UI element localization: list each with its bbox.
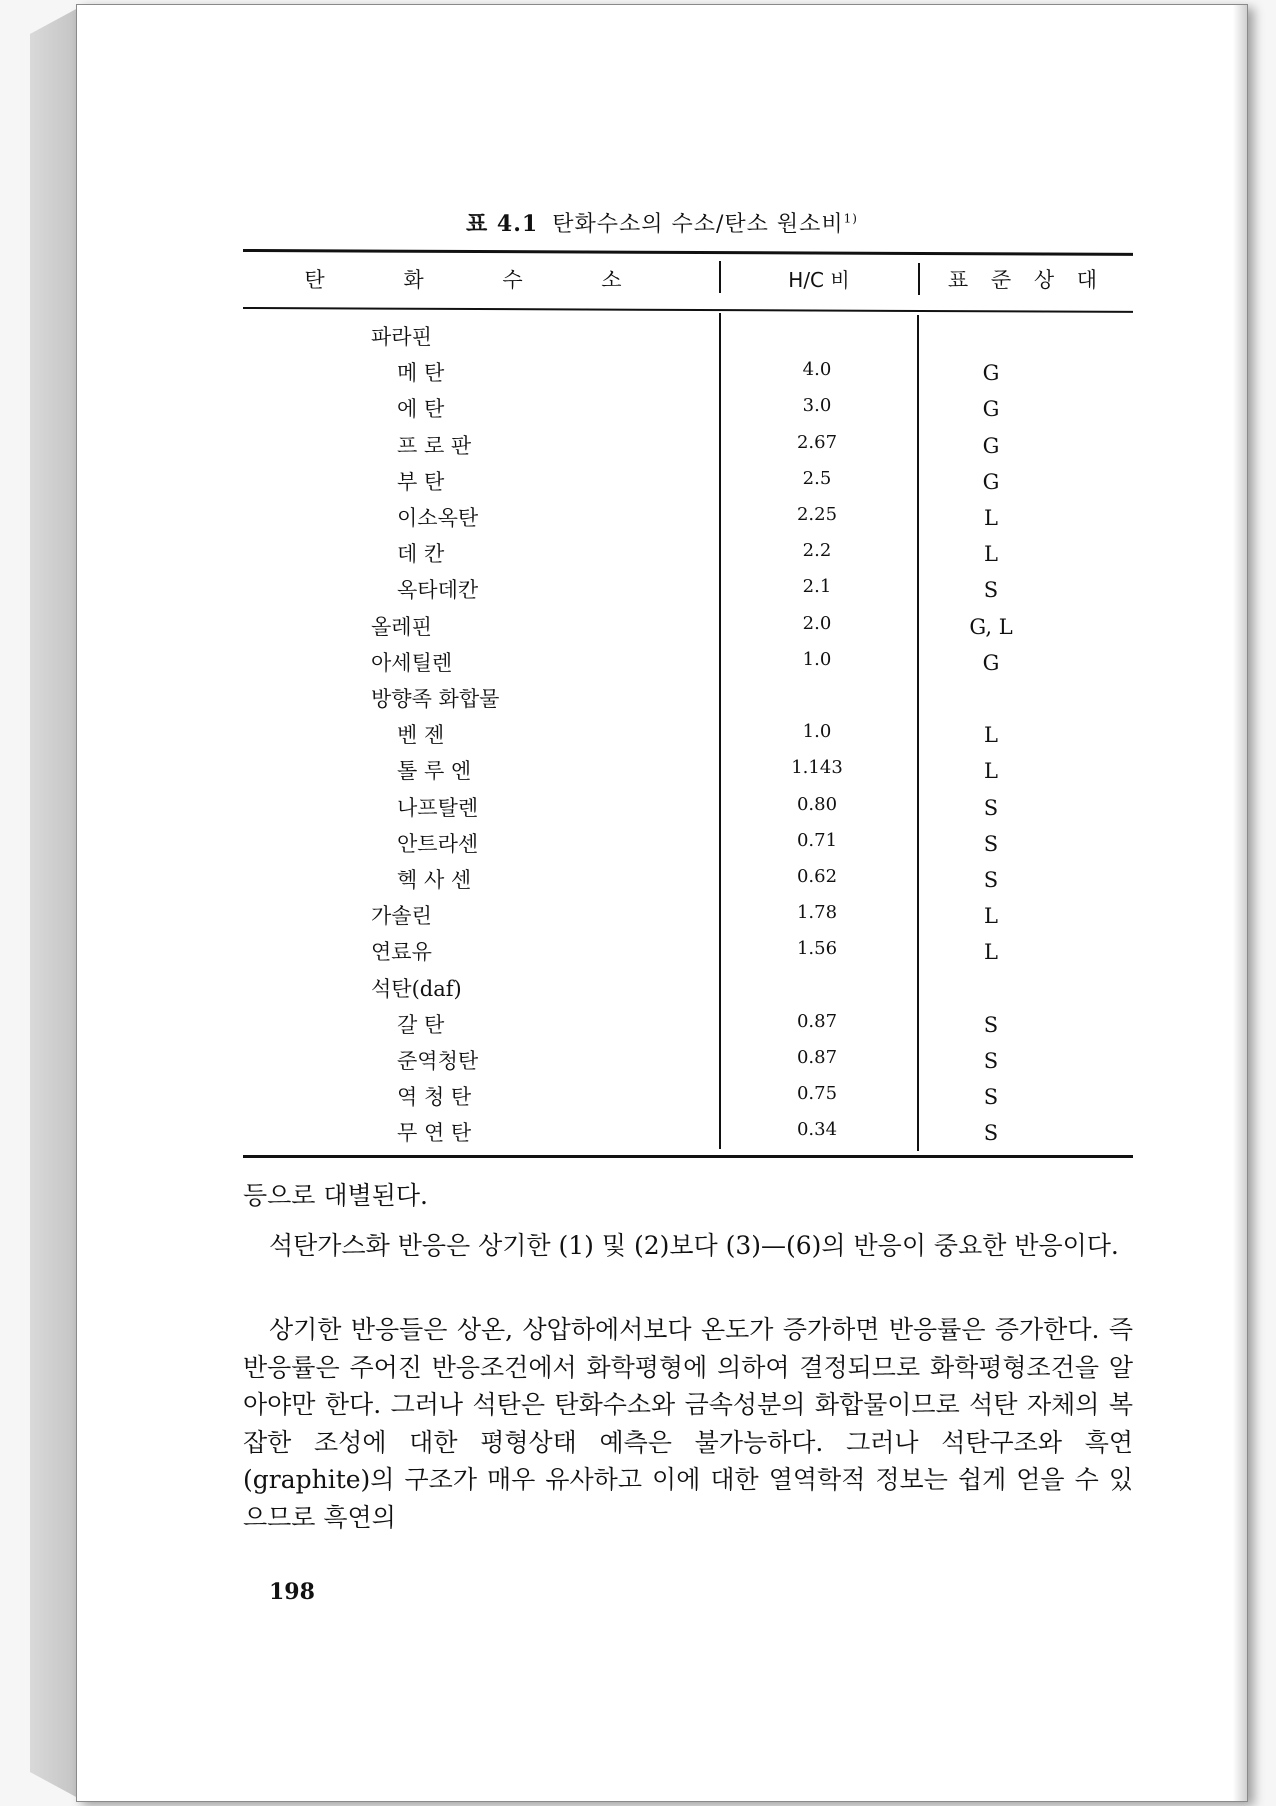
standard-state-cell: G [982, 397, 1000, 422]
table-row [243, 430, 1133, 466]
standard-state-cell: L [984, 542, 998, 567]
hydrocarbon-name-cell: 파라핀 [371, 325, 432, 349]
hc-ratio-cell: 2.1 [802, 576, 832, 598]
hydrocarbon-name-cell: 올레핀 [371, 614, 432, 639]
standard-state-cell: S [983, 578, 999, 603]
hydrocarbon-name-cell: 가솔린 [371, 904, 432, 929]
hydrocarbon-name-cell: 헥 사 센 [397, 868, 472, 892]
table-row [243, 936, 1133, 972]
hc-ratio-cell: 2.25 [796, 504, 838, 525]
table-row [243, 574, 1133, 610]
table-caption [77, 207, 1247, 238]
table-row [243, 647, 1133, 683]
page-edge-shadow [1233, 5, 1247, 1801]
table-row [243, 1081, 1133, 1117]
table-row [243, 755, 1133, 791]
body-text-line: 상기한 반응들은 상온, 상압하에서보다 온도가 증가하면 반응률은 증가한다. 즉 반응률은 주어진 반응조건에서 화학평형에 의하여 결정되므로 화학평형조건을 알아야만 한다. 그러나 석탄은 탄화수소와 금속성분의 화합물이므로 석탄 자체의 복잡한 조성에 대한 평형상태 예측은 불가능하다. 그러나 석탄구조와 흑연(graphite)의 구조가 매우 유사하고 이에 대한 열역학적 정보는 쉽게 얻을 수 있으므로 흑연의 [243, 1315, 1133, 1532]
standard-state-cell: G [982, 433, 1000, 458]
hc-ratio-cell: 2.5 [802, 467, 832, 489]
hydrocarbon-name-cell: 연료유 [371, 940, 432, 965]
standard-state-cell: G [982, 469, 1000, 494]
table-header-rule [243, 307, 1133, 313]
standard-state-cell: S [983, 868, 999, 892]
hc-ratio-cell: 0.87 [796, 1010, 838, 1032]
table-row [243, 502, 1133, 538]
table-row [243, 973, 1133, 1009]
hc-ratio-cell: 1.56 [796, 938, 838, 960]
column-header-hc-ratio: H/C 비 [788, 268, 850, 292]
table-row [243, 393, 1133, 429]
hydrocarbon-name-cell: 메 탄 [397, 361, 445, 386]
table-row [243, 719, 1133, 755]
hydrocarbon-name-cell: 이소옥탄 [397, 506, 479, 530]
table-row [243, 1117, 1133, 1153]
table-top-rule [243, 249, 1133, 256]
column-header-hydrocarbon: 탄 화 수 소 [304, 268, 658, 292]
hydrocarbon-name-cell: 부 탄 [397, 469, 445, 494]
standard-state-cell: L [984, 759, 998, 784]
table-row [243, 466, 1133, 502]
hydrocarbon-name-cell: 아세틸렌 [371, 650, 453, 675]
hc-ratio-cell: 1.0 [802, 721, 832, 743]
hc-ratio-cell: 1.143 [791, 757, 843, 779]
standard-state-cell: S [983, 1012, 999, 1037]
standard-state-cell: G [982, 650, 1000, 675]
table-row [243, 357, 1133, 393]
hydrocarbon-name-cell: 에 탄 [397, 397, 445, 422]
hc-ratio-cell: 0.34 [796, 1119, 838, 1141]
standard-state-cell: S [983, 831, 999, 856]
table-row [243, 792, 1133, 828]
hydrocarbon-name-cell: 옥타데칸 [397, 578, 479, 603]
hydrocarbon-name-cell: 프 로 판 [397, 433, 472, 458]
hc-ratio-cell: 2.0 [802, 612, 832, 634]
hydrocarbon-name-cell: 데 칸 [397, 542, 445, 567]
table-bottom-rule [243, 1155, 1133, 1158]
hc-ratio-cell: 0.71 [796, 829, 838, 851]
hydrocarbon-name-cell: 석탄(daf) [371, 976, 462, 1001]
table-row [243, 1045, 1133, 1081]
table-row [243, 864, 1133, 900]
body-paragraph-1 [243, 1177, 1133, 1215]
standard-state-cell: L [984, 940, 998, 965]
standard-state-cell: S [983, 1049, 999, 1073]
standard-state-cell: S [983, 1121, 999, 1146]
table-row [243, 828, 1133, 864]
book-spine [30, 8, 78, 1798]
hc-ratio-cell: 0.87 [796, 1047, 838, 1068]
table-row [243, 1009, 1133, 1045]
hydrocarbon-name-cell: 나프탈렌 [397, 795, 479, 820]
hc-ratio-cell: 2.67 [796, 431, 838, 453]
hydrocarbon-name-cell: 방향족 화합물 [371, 687, 500, 711]
hc-ratio-cell: 2.2 [802, 540, 832, 562]
standard-state-cell: L [984, 723, 998, 748]
body-text-line: 석탄가스화 반응은 상기한 (1) 및 (2)보다 (3)—(6)의 반응이 중요한 반응이다. [269, 1231, 1119, 1260]
table-row [243, 683, 1133, 719]
hc-ratio-cell: 0.62 [796, 866, 838, 887]
hydrocarbon-name-cell: 톨 루 엔 [397, 759, 472, 784]
hydrocarbon-name-cell: 역 청 탄 [397, 1085, 472, 1110]
table-row [243, 321, 1133, 357]
hc-ratio-cell: 0.80 [796, 793, 838, 815]
book-page [76, 4, 1248, 1802]
standard-state-cell: L [984, 506, 998, 530]
body-paragraph-2 [243, 1227, 1133, 1265]
hc-ratio-cell: 3.0 [802, 395, 832, 417]
standard-state-cell: S [983, 1085, 999, 1110]
body-text-line: 등으로 대별된다. [243, 1181, 428, 1210]
page-number: 198 [269, 1579, 315, 1605]
table-caption-label: 표 4.1 [466, 211, 539, 237]
table-caption-reference: 1) [843, 211, 858, 226]
standard-state-cell: G [982, 361, 1000, 386]
standard-state-cell: L [984, 904, 998, 929]
table-caption-text: 탄화수소의 수소/탄소 원소비 [552, 212, 844, 237]
table-row [243, 900, 1133, 936]
standard-state-cell: S [983, 795, 999, 820]
hydrocarbon-name-cell: 무 연 탄 [397, 1121, 472, 1146]
hc-ratio-cell: 1.78 [796, 902, 838, 924]
hydrocarbon-name-cell: 벤 젠 [397, 723, 445, 748]
hydrocarbon-name-cell: 준역청탄 [397, 1049, 479, 1073]
hydrocarbon-name-cell: 안트라센 [397, 831, 479, 856]
standard-state-cell: G, L [969, 614, 1013, 639]
body-paragraph-3 [243, 1311, 1133, 1536]
hc-ratio-cell: 4.0 [802, 359, 832, 381]
table-row [243, 538, 1133, 574]
table-row [243, 611, 1133, 647]
column-header-standard-state: 표 준 상 대 [947, 268, 1106, 292]
hc-ratio-cell: 1.0 [802, 648, 832, 670]
hydrocarbon-name-cell: 갈 탄 [397, 1012, 445, 1037]
hc-ratio-cell: 0.75 [796, 1083, 838, 1105]
